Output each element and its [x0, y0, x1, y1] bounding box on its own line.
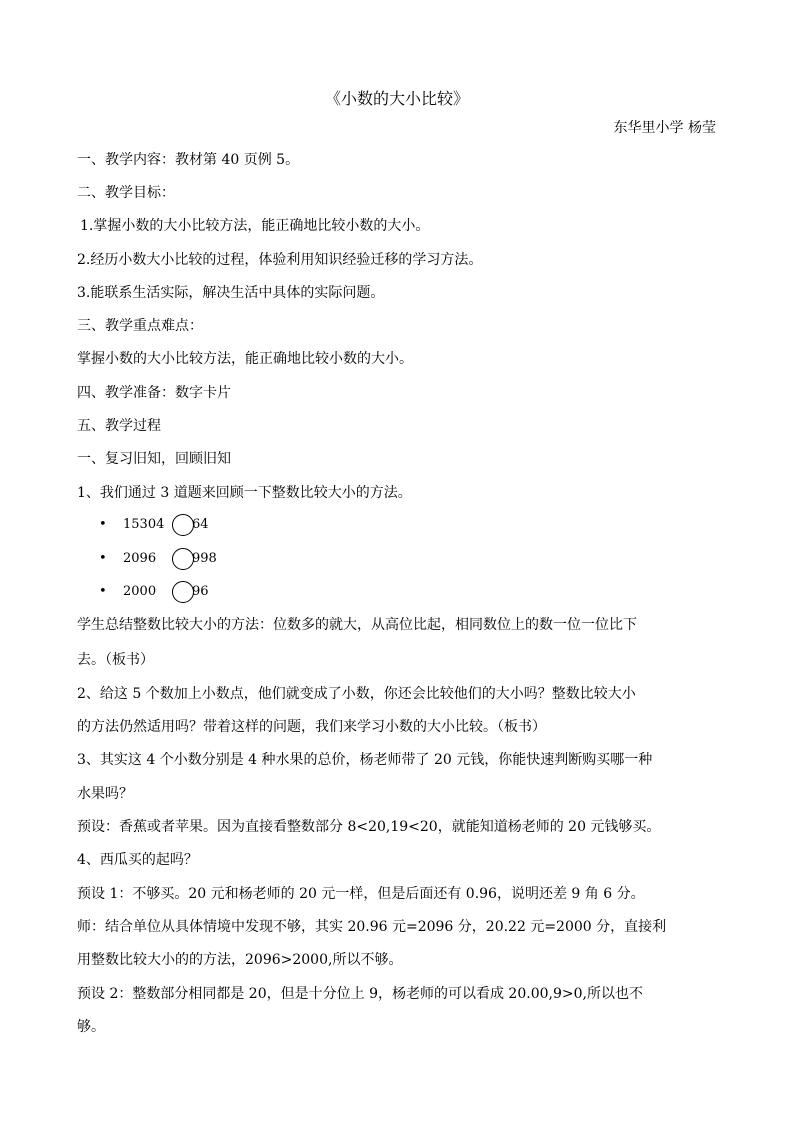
- paragraph-question-3-line-2: 水果吗？: [77, 786, 133, 802]
- comparison-left-number: 2000: [123, 584, 157, 599]
- paragraph-goal-3: 3.能联系生活实际，解决生活中具体的实际问题。: [77, 285, 385, 301]
- paragraph-review-intro: 1、我们通过 3 道题来回顾一下整数比较大小的方法。: [77, 485, 412, 501]
- paragraph-question-2-line-2: 的方法仍然适用吗？带着这样的问题，我们来学习小数的大小比较。（板书）: [77, 719, 546, 735]
- paragraph-key-points-heading: 三、教学重点难点：: [77, 318, 203, 334]
- comparison-right-number: 64: [192, 517, 209, 532]
- paragraph-goal-1: 1.掌握小数的大小比较方法，能正确地比较小数的大小。: [80, 218, 430, 234]
- bullet-marker: •: [99, 551, 107, 566]
- comparison-left-number: 15304: [123, 517, 165, 532]
- bullet-marker: •: [99, 584, 107, 599]
- paragraph-summary-line-2: 去。（板书）: [77, 652, 154, 668]
- document-title: 《小数的大小比较》: [324, 89, 469, 108]
- author-line: 东华里小学 杨莹: [613, 120, 716, 136]
- paragraph-prediction-1: 预设 1：不够买。20 元和杨老师的 20 元一样，但是后面还有 0.96，说明还差 9 角 6 分。: [77, 886, 645, 902]
- paragraph-prediction: 预设：香蕉或者苹果。因为直接看整数部分 8<20,19<20，就能知道杨老师的 20 元钱够买。: [77, 819, 661, 835]
- paragraph-prediction-2-line-2: 够。: [77, 1019, 105, 1035]
- comparison-circle-blank: [172, 548, 194, 570]
- paragraph-teaching-goals-heading: 二、教学目标：: [77, 185, 175, 201]
- bullet-marker: •: [99, 517, 107, 532]
- comparison-right-number: 998: [192, 551, 217, 566]
- comparison-left-number: 2096: [123, 551, 157, 566]
- paragraph-teacher-line-1: 师：结合单位从具体情境中发现不够，其实 20.96 元=2096 分，20.22 元=2000 分，直接利: [77, 919, 667, 935]
- paragraph-question-2-line-1: 2、给这 5 个数加上小数点，他们就变成了小数，你还会比较他们的大小吗？整数比较大小: [77, 686, 636, 702]
- comparison-circle-blank: [172, 514, 194, 536]
- comparison-circle-blank: [172, 581, 194, 603]
- paragraph-teaching-content: 一、教学内容：教材第 40 页例 5。: [77, 152, 300, 168]
- paragraph-summary-line-1: 学生总结整数比较大小的方法：位数多的就大，从高位比起，相同数位上的数一位一位比下: [77, 617, 637, 633]
- paragraph-prediction-2-line-1: 预设 2：整数部分相同都是 20，但是十分位上 9，杨老师的可以看成 20.00,9>0,所以也不: [77, 986, 643, 1002]
- paragraph-key-points: 掌握小数的大小比较方法，能正确地比较小数的大小。: [77, 351, 413, 367]
- paragraph-goal-2: 2.经历小数大小比较的过程，体验利用知识经验迁移的学习方法。: [77, 252, 483, 268]
- paragraph-review-heading: 一、复习旧知，回顾旧知: [77, 451, 231, 467]
- paragraph-teacher-line-2: 用整数比较大小的的方法，2096>2000,所以不够。: [77, 952, 403, 968]
- paragraph-question-3-line-1: 3、其实这 4 个小数分别是 4 种水果的总价，杨老师带了 20 元钱，你能快速判断购买哪一种: [77, 752, 653, 768]
- comparison-right-number: 96: [192, 584, 209, 599]
- paragraph-question-4: 4、西瓜买的起吗？: [77, 852, 198, 868]
- paragraph-preparation: 四、教学准备：数字卡片: [77, 385, 231, 401]
- paragraph-process-heading: 五、教学过程: [77, 418, 161, 434]
